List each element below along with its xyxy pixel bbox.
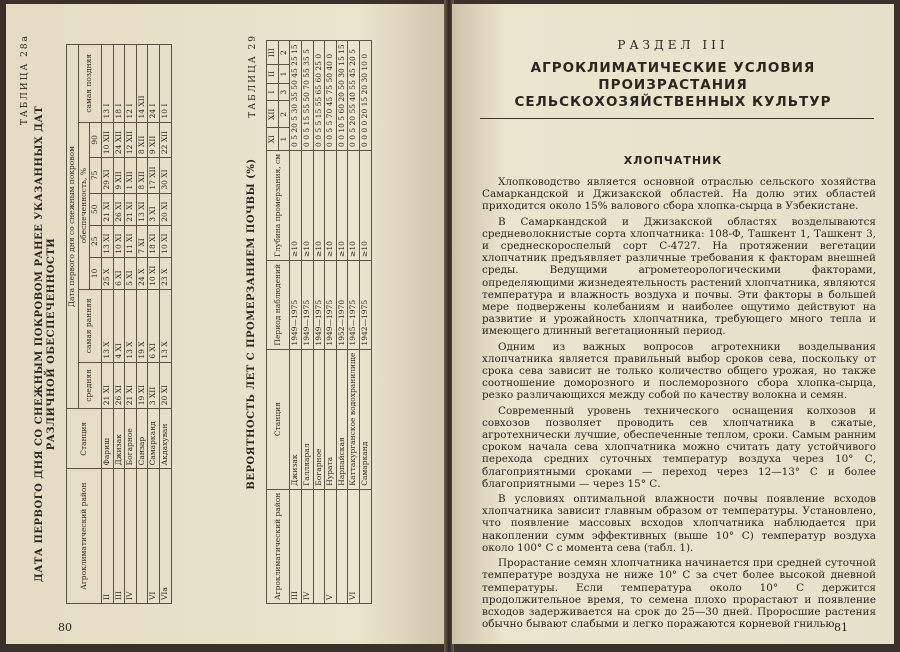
col-decade: 3	[278, 83, 290, 100]
snow-cover-table	[66, 44, 172, 604]
cell: 13 I	[101, 45, 113, 123]
rotated-tables	[16, 24, 436, 624]
cell: 26 XI	[113, 193, 125, 225]
table-row	[125, 45, 137, 604]
cell: 11 XI	[125, 225, 137, 257]
paragraph: Современный уровень технического оснащения колхозов и совхозов позволяет проводить сев хлопчатника в сжатые, агротехнически лучшие, обеспеченные теплом, сроки. Самым ранним сроком начала сева хлопчатника можно считать дату устойчивого перехода средних суточных температур воздуха через 10° С, благоприятными сроками — переход через 12—13° С и более благоприятными — через 15° С.	[482, 404, 876, 490]
col-p50: 50	[90, 193, 102, 225]
right-page	[452, 4, 894, 644]
cell: 3 XI	[148, 193, 160, 225]
col-depth: Глубина промерзания, см	[267, 150, 290, 260]
table-row	[336, 41, 348, 604]
cell: 21 XI	[101, 193, 113, 225]
cell: III	[113, 469, 125, 604]
cell: 21 XI	[101, 362, 113, 409]
table-row	[313, 41, 325, 604]
cell: Богарное	[313, 349, 325, 489]
cell: 10 XII	[101, 122, 113, 158]
cell: 25 X	[101, 257, 113, 289]
cell: 1949—1975	[290, 260, 302, 349]
cell: VI	[348, 489, 360, 603]
col-decade: 2	[278, 41, 290, 65]
table-29-label: ТАБЛИЦА 29	[248, 34, 258, 118]
col-month: XI	[267, 128, 279, 151]
cell: 19 XI	[136, 362, 148, 409]
cell: 10 I	[160, 45, 172, 123]
cell: 18 XI	[148, 225, 160, 257]
cell: 14 XII	[136, 45, 148, 123]
table-row	[101, 45, 113, 604]
cell: 0 0 5 20 55 40 55 45 20 5	[348, 41, 360, 151]
table-row	[348, 41, 360, 604]
col-district: Агроклиматический район	[267, 489, 290, 603]
cell: 12 I	[125, 45, 137, 123]
cell: Галляарал	[301, 349, 313, 489]
cell: 3 XII	[148, 362, 160, 409]
cell: 10 XI	[160, 225, 172, 257]
col-month: I	[267, 83, 279, 100]
col-group: Дата первого дня со снежным покровом	[67, 45, 79, 409]
cell: 23 X	[160, 257, 172, 289]
table-row	[148, 45, 160, 604]
col-month: III	[267, 41, 279, 65]
cell: 30 XI	[160, 158, 172, 194]
cell: 26 XI	[113, 362, 125, 409]
col-station: Станция	[67, 409, 102, 469]
col-month: II	[267, 64, 279, 83]
table-row	[290, 41, 302, 604]
cell: II	[101, 469, 113, 604]
cell: 1949—1975	[313, 260, 325, 349]
cell: Фариш	[101, 409, 113, 469]
cell: ≥10	[348, 150, 360, 260]
col-p25: 25	[90, 225, 102, 257]
cell: V	[325, 489, 337, 603]
cell: 0 5 20 5 30 35 50 45 25 15	[290, 41, 302, 151]
cell: 0 0 10 5 60 20 50 30 15 15	[336, 41, 348, 151]
col-p90: 90	[90, 122, 102, 158]
cell: Джизак	[290, 349, 302, 489]
cell	[336, 489, 348, 603]
cell: Самарканд	[360, 349, 372, 489]
soil-freezing-table	[266, 40, 372, 604]
cell: ≥10	[336, 150, 348, 260]
paragraph: В условиях оптимальной влажности почвы появление всходов хлопчатника зависит главным образом от температуры. Установлено, что появление массовых всходов хлопчатника наблюдается при накоплении сумм эффективных (выше 10° С) температур воздуха около 100° С с момента сева (табл. 1).	[482, 493, 876, 554]
cell: 1 XII	[125, 158, 137, 194]
subheading: ХЛОПЧАТНИК	[623, 154, 723, 167]
paragraph: Прорастание семян хлопчатника начинается при средней суточной температуре воздуха не ниже 10° С за счет более высокой дневной температуры. Если температура около 10° С держится продолжительное время, то семена плохо прорастают и появление всходов задерживается на срок до 25—30 дней. Проросшие растения обычно бывают слабыми и легко поражаются корневой гнилью.	[482, 557, 876, 631]
heading-line-2: ПРОИЗРАСТАНИЯ	[598, 77, 748, 93]
cell: 6 XI	[148, 289, 160, 362]
table-row	[136, 45, 148, 604]
col-p75: 75	[90, 158, 102, 194]
cell: 20 XI	[160, 193, 172, 225]
col-early: самая ранняя	[78, 289, 101, 362]
cell: ≥10	[290, 150, 302, 260]
cell: 10 XI	[148, 257, 160, 289]
col-period: Период наблюдений	[267, 260, 290, 349]
cell: 0 0 5 15 55 50 70 55 35 5	[301, 41, 313, 151]
cell: 21 XI	[125, 193, 137, 225]
col-late: самая поздняя	[78, 45, 101, 123]
cell: 7 XI	[136, 225, 148, 257]
col-decade: 2	[278, 101, 290, 128]
cell	[136, 469, 148, 604]
cell: IV	[125, 469, 137, 604]
table-row	[325, 41, 337, 604]
cell: 13 X	[160, 289, 172, 362]
col-decade: 1	[278, 64, 290, 83]
cell: 5 XI	[125, 257, 137, 289]
chapter-heading	[472, 60, 874, 111]
cell: 1949—1975	[325, 260, 337, 349]
cell: Нарпайская	[336, 349, 348, 489]
col-month: XII	[267, 101, 279, 128]
cell: 20 XI	[160, 362, 172, 409]
cell: Самарканд	[148, 409, 160, 469]
table-29-title: ВЕРОЯТНОСТЬ ЛЕТ С ПРОМЕРЗАНИЕМ ПОЧВЫ (%)	[246, 158, 257, 490]
cell: Санзар	[136, 409, 148, 469]
cell: VI	[148, 469, 160, 604]
col-avg: средняя	[78, 362, 101, 409]
cell: 24 X	[136, 257, 148, 289]
table-row	[113, 45, 125, 604]
cell: IV	[301, 489, 313, 603]
cell: ≥10	[360, 150, 372, 260]
left-page	[6, 4, 446, 644]
col-district: Агроклиматический район	[67, 469, 102, 604]
paragraph: Одним из важных вопросов агротехники возделывания хлопчатника является правильный выбор сроков сева, поскольку от срока сева зависит не только количество общего урожая, но также соотношение доморозного и послеморозного сбора хлопка-сырца, резко различающихся между собой по качеству волокна и семян.	[482, 340, 876, 402]
heading-rule	[480, 118, 874, 119]
cell: 0 0 5 5 15 55 65 60 25 0	[313, 41, 325, 151]
cell: ≥10	[301, 150, 313, 260]
paragraph: В Самаркандской и Джизакской областях возделываются средневолокнистые сорта хлопчатника: 108-Ф, Ташкент 1, Ташкент 3, и среднескороспелый сорт С-4727. На протяжении вегетации хлопчатник предъявляет различные требования к факторам внешней среды. Ведущими агрометеорологическими факторами, определяющими жизнедеятельность растений хлопчатника, являются температура и влажность воздуха и почвы. Эти факторы в большей мере подвержены колебаниям и наиболее ощутимо действуют на развитие и урожайность хлопчатника, требующего много тепла и имеющего длинный вегетационный период.	[482, 215, 876, 338]
section-label: РАЗДЕЛ III	[617, 38, 729, 52]
cell: 9 XII	[148, 122, 160, 158]
cell: ≥10	[325, 150, 337, 260]
cell: 24 XII	[113, 122, 125, 158]
page-number-left: 80	[58, 621, 72, 634]
cell	[360, 489, 372, 603]
cell: 18 I	[113, 45, 125, 123]
cell: ≥10	[313, 150, 325, 260]
cell: 24 I	[148, 45, 160, 123]
cell: 1942—1975	[360, 260, 372, 349]
heading-line-3: СЕЛЬСКОХОЗЯЙСТВЕННЫХ КУЛЬТУР	[514, 94, 832, 110]
cell: 0 0 0 0 20 15 20 30 10 0	[360, 41, 372, 151]
heading-line-1: АГРОКЛИМАТИЧЕСКИЕ УСЛОВИЯ	[530, 60, 816, 76]
col-station: Станция	[267, 349, 290, 489]
cell: 0 0 5 5 70 45 75 50 40 0	[325, 41, 337, 151]
body-text	[482, 176, 876, 633]
cell: Богарное	[125, 409, 137, 469]
cell: Каттакурганское водохранилище	[348, 349, 360, 489]
cell: 17 XII	[148, 158, 160, 194]
cell: 13 XI	[101, 225, 113, 257]
cell: 13 X	[125, 289, 137, 362]
table-row	[160, 45, 172, 604]
cell: 9 XII	[113, 158, 125, 194]
cell: III	[290, 489, 302, 603]
cell: 13 X	[101, 289, 113, 362]
paragraph: Хлопководство является основной отраслью сельского хозяйства Самаркандской и Джизакской областей. На долю этих областей приходится около 15% валового сбора хлопка-сырца в Узбекистане.	[482, 176, 876, 213]
cell: 12 XII	[125, 122, 137, 158]
cell: 1949—1975	[301, 260, 313, 349]
table-row	[301, 41, 313, 604]
cell: VIa	[160, 469, 172, 604]
cell: 21 XI	[125, 362, 137, 409]
table-28a-label: ТАБЛИЦА 28а	[20, 34, 30, 126]
cell: 22 XII	[160, 122, 172, 158]
table-row	[360, 41, 372, 604]
cell: 6 XI	[113, 257, 125, 289]
cell: 19 X	[136, 289, 148, 362]
cell: 10 XI	[113, 225, 125, 257]
cell: 13 XI	[136, 193, 148, 225]
cell: 1952—1970	[336, 260, 348, 349]
cell: 29 XI	[101, 158, 113, 194]
cell: 8 XII	[136, 122, 148, 158]
cell: 8 XII	[136, 158, 148, 194]
cell: Акдахуван	[160, 409, 172, 469]
col-prob: обеспеченность, %	[78, 122, 90, 289]
cell: Нурата	[325, 349, 337, 489]
cell: 4 XI	[113, 289, 125, 362]
col-decade: 1	[278, 128, 290, 151]
page-number-right: 81	[834, 621, 848, 634]
cell	[313, 489, 325, 603]
cell: Джизак	[113, 409, 125, 469]
cell: 1945—1975	[348, 260, 360, 349]
col-p10: 10	[90, 257, 102, 289]
table-28a-title: ДАТА ПЕРВОГО ДНЯ СО СНЕЖНЫМ ПОКРОВОМ РАНЕЕ УКАЗАННЫХ ДАТ РАЗЛИЧНОЙ ОБЕСПЕЧЕННОСТИ	[34, 105, 57, 583]
